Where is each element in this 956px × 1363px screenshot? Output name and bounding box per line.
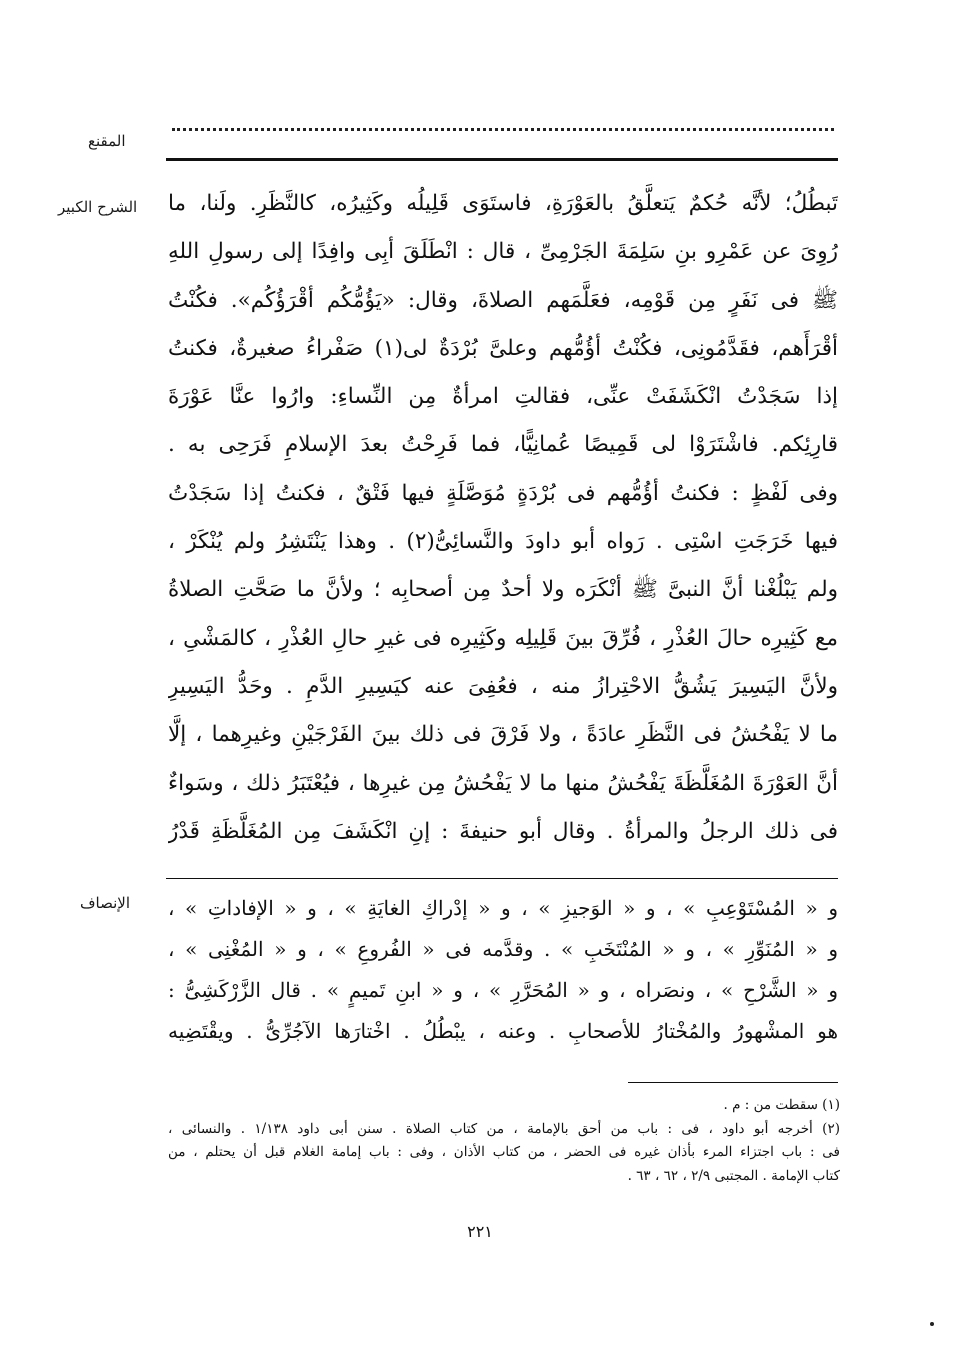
text-line: وفى لَفْظٍ : فكنتُ أؤُمُّهم فى بُرْدَةٍ مُوَصَّلَةٍ فيها فَتْقٌ ، فكنتُ إذا سَجَدْتُ: [168, 480, 838, 506]
footnote-line: (٢) أخرجه أبو داود ، فى : باب من أحق بالإمامة ، من كتاب الصلاة . سنن أبى داود ١/١٣٨ . والنسائى ،: [168, 1120, 840, 1137]
text-line: و « المُنَوِّرِ » ، و « المُنْتَخَبِ » . وقدَّمه فى « الفُروعِ » ، و « المُغْنِى » ،: [168, 937, 838, 961]
section-rule: [166, 878, 838, 879]
footnotes: [168, 1094, 840, 1188]
text-line: أنَّ العَوْرَةَ المُغَلَّظَةَ يَفْحُشُ منها ما لا يَفْحُشُ مِن غيرِها ، فيُعْتَبَرُ ذلك ، وسَواءٌ: [168, 770, 838, 796]
header-rule: [166, 158, 838, 161]
running-title: المقنع: [88, 132, 126, 150]
text-line: ولم يَبْلُغْنا أنَّ النبىَّ ﷺ أنْكَرَه ولا أحدٌ مِن أصحابِه ؛ ولأنَّ ما صَحَّتِ الصلاةُ: [168, 577, 838, 603]
footnote-line: كتاب الإمامة . المجتبى ٢/٩ ، ٦٢ ، ٦٣ .: [627, 1167, 840, 1184]
footnote-line: فى : باب اجتزاء المرء بأذان غيره فى الحضر ، من كتاب الأذان ، وفى : باب إمامة الغلام قبل أن يحتلم ، من: [168, 1144, 840, 1160]
text-line: فى ذلك الرجلُ والمرأةُ . وقال أبو حنيفةَ : إنِ انْكَشَفَ مِن المُغَلَّظَةِ قَدْرُ: [168, 818, 838, 844]
text-line: ﷺ فى نَفَرٍ مِن قَوْمِه، فعَلَّمَهم الصلاةَ، وقال: «يَؤُمُّكُم أقْرَؤُكُم». فكُنْتُ: [168, 287, 838, 313]
text-line: أقْرَأَهم، فقَدَّمُونِى، فكُنْتُ أؤُمُّهم وعلىَّ بُرْدَةٌ لى(١) صَفْراءُ صغيرةٌ، فكنتُ: [168, 335, 838, 361]
footnote-line: (١) سقطت من : م .: [723, 1097, 840, 1113]
text-line: فيها خَرَجَتِ اسْتِى . رَواه أبو داودَ والنَّسائِىُّ(٢) . وهذا يَنْتَشِرُ ولم يُنْكَرْ ،: [168, 529, 838, 555]
header-dotted-rule: [172, 128, 834, 131]
text-line: قارِئِكم. فاشْتَرَوْا لى قَمِيصًا عُمانِيًّا، فما فَرِحْتُ بعدَ الإسلامِ فَرَحِى به .: [168, 432, 838, 458]
footnote-rule: [628, 1082, 838, 1083]
text-line: ولأنَّ اليَسِيرَ يَشُقُّ الاحْتِرازُ منه ، فعُفِىَ عنه كيَسِيرِ الدَّمِ . وحَدُّ اليَسِيرِ: [168, 673, 838, 699]
text-line: ما لا يَفْحُشُ فى النَّظَرِ عادَةً ، ولا فَرْقَ فى ذلك بينَ الفَرْجَيْنِ وغيرِهما ، إلَّا: [168, 722, 838, 748]
text-line: تَبطُلُ؛ لأنَّه حُكمٌ يَتعلَّقُ بالعَوْرَةِ، فاستَوَى قَلِيلُه وكَثِيرُه، كالنَّظَرِ. ولَنا، ما: [168, 191, 838, 216]
scan-speck: [930, 1322, 934, 1326]
text-line: إذا سَجَدْتُ انْكَشَفَتْ عنِّى، فقالتِ امرأةٌ مِن النِّساءِ: وارُوا عنَّا عَوْرَةَ: [168, 384, 838, 410]
insaf-text: [168, 888, 838, 1052]
text-line: رُوِىَ عن عَمْرِو بنِ سَلِمَةَ الجَرْمِىِّ ، قال : انْطَلَقَ أبِى وافِدًا إلى رسولِ اللهِ: [168, 239, 838, 265]
text-line: مع كَثِيرِه حالَ العُذْرِ ، فُرِّقَ بينَ قَلِيلِه وكَثِيرِه فى غيرِ حالِ العُذْرِ ، كالمَشْىِ ،: [168, 625, 838, 651]
margin-label-sharh: الشرح الكبير: [58, 198, 138, 216]
text-line: و « الشَّرْحِ » ، ونصَراه ، و « المُحَرَّرِ » ، و « ابنِ تَميمٍ » . قال الزَّرْكَشِىُّ :: [168, 978, 838, 1002]
main-text: [168, 180, 838, 856]
text-line: هو المشْهورُ والمُخْتارُ للأصحابِ . وعنه ، يبْطُلُ . اخْتارَها الآجُرِّىُّ . ويقْتَضِيه: [168, 1019, 838, 1043]
page-number: ٢٢١: [467, 1222, 493, 1241]
margin-label-insaf: الإنصاف: [80, 894, 131, 912]
text-line: و « المُسْتَوْعِبِ » ، و « الوَجيزِ » ، و « إدْراكِ الغايَةِ » ، و « الإفاداتِ » ،: [168, 896, 838, 920]
